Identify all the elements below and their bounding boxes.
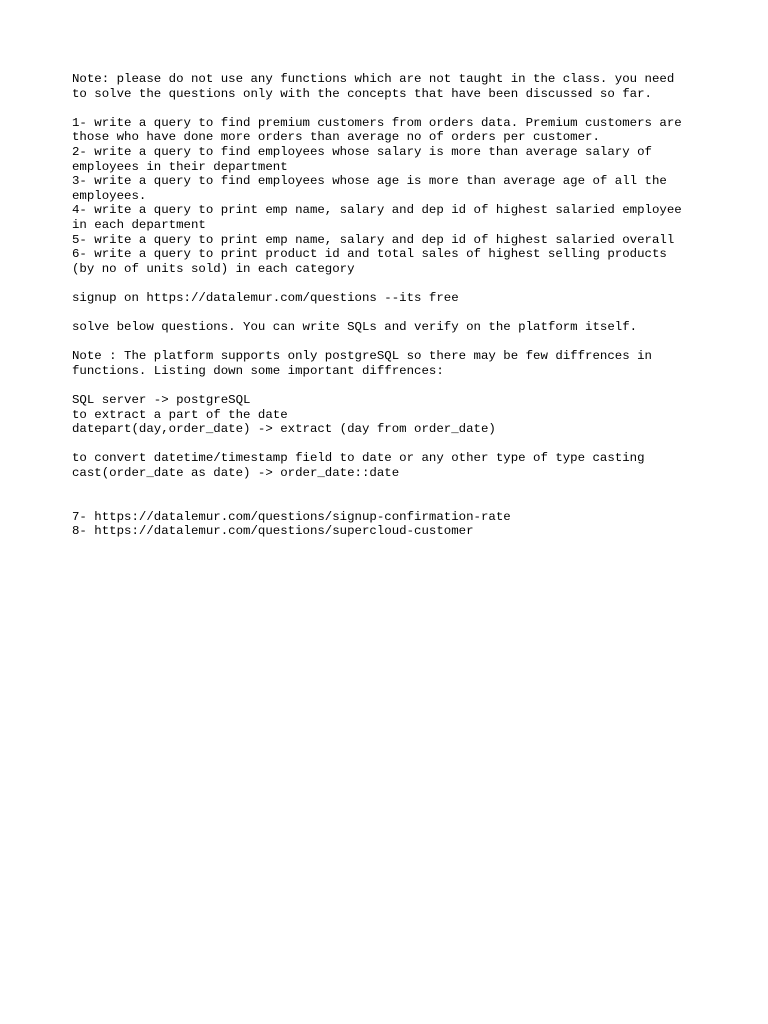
question-line: 3- write a query to find employees whose age is more than average age of all the xyxy=(72,174,667,189)
question-line: those who have done more orders than average no of orders per customer. xyxy=(72,130,600,145)
solve-line: solve below questions. You can write SQLs and verify on the platform itself. xyxy=(72,320,638,335)
differences-block xyxy=(72,393,712,437)
signup-line: signup on https://datalemur.com/questions --its free xyxy=(72,290,459,305)
question-line: in each department xyxy=(72,217,206,232)
question-line: (by no of units sold) in each category xyxy=(72,261,355,276)
platform-note-line: Note : The platform supports only postgreSQL so there may be few diffrences in xyxy=(72,349,652,364)
platform-note-line: functions. Listing down some important diffrences: xyxy=(72,363,444,378)
note-block xyxy=(72,72,712,101)
note-line: to solve the questions only with the concepts that have been discussed so far. xyxy=(72,86,652,101)
link-line: 7- https://datalemur.com/questions/signup-confirmation-rate xyxy=(72,509,511,524)
question-line: 1- write a query to find premium customers from orders data. Premium customers are xyxy=(72,115,682,130)
question-line: 4- write a query to print emp name, salary and dep id of highest salaried employee xyxy=(72,203,682,218)
questions-block xyxy=(72,116,712,277)
platform-note-block xyxy=(72,349,712,378)
question-line: 6- write a query to print product id and total sales of highest selling products xyxy=(72,247,667,262)
question-line: employees. xyxy=(72,188,147,203)
document-page xyxy=(72,72,712,539)
question-line: employees in their department xyxy=(72,159,288,174)
difference-line: SQL server -> postgreSQL xyxy=(72,393,251,408)
casting-line: cast(order_date as date) -> order_date::date xyxy=(72,466,400,481)
difference-line: to extract a part of the date xyxy=(72,407,288,422)
question-line: 2- write a query to find employees whose salary is more than average salary of xyxy=(72,144,652,159)
links-block xyxy=(72,510,712,539)
difference-line: datepart(day,order_date) -> extract (day from order_date) xyxy=(72,422,496,437)
casting-block xyxy=(72,451,712,480)
link-line: 8- https://datalemur.com/questions/supercloud-customer xyxy=(72,524,474,539)
casting-line: to convert datetime/timestamp field to date or any other type of type casting xyxy=(72,451,645,466)
note-line: Note: please do not use any functions which are not taught in the class. you need xyxy=(72,72,675,86)
question-line: 5- write a query to print emp name, salary and dep id of highest salaried overall xyxy=(72,232,675,247)
